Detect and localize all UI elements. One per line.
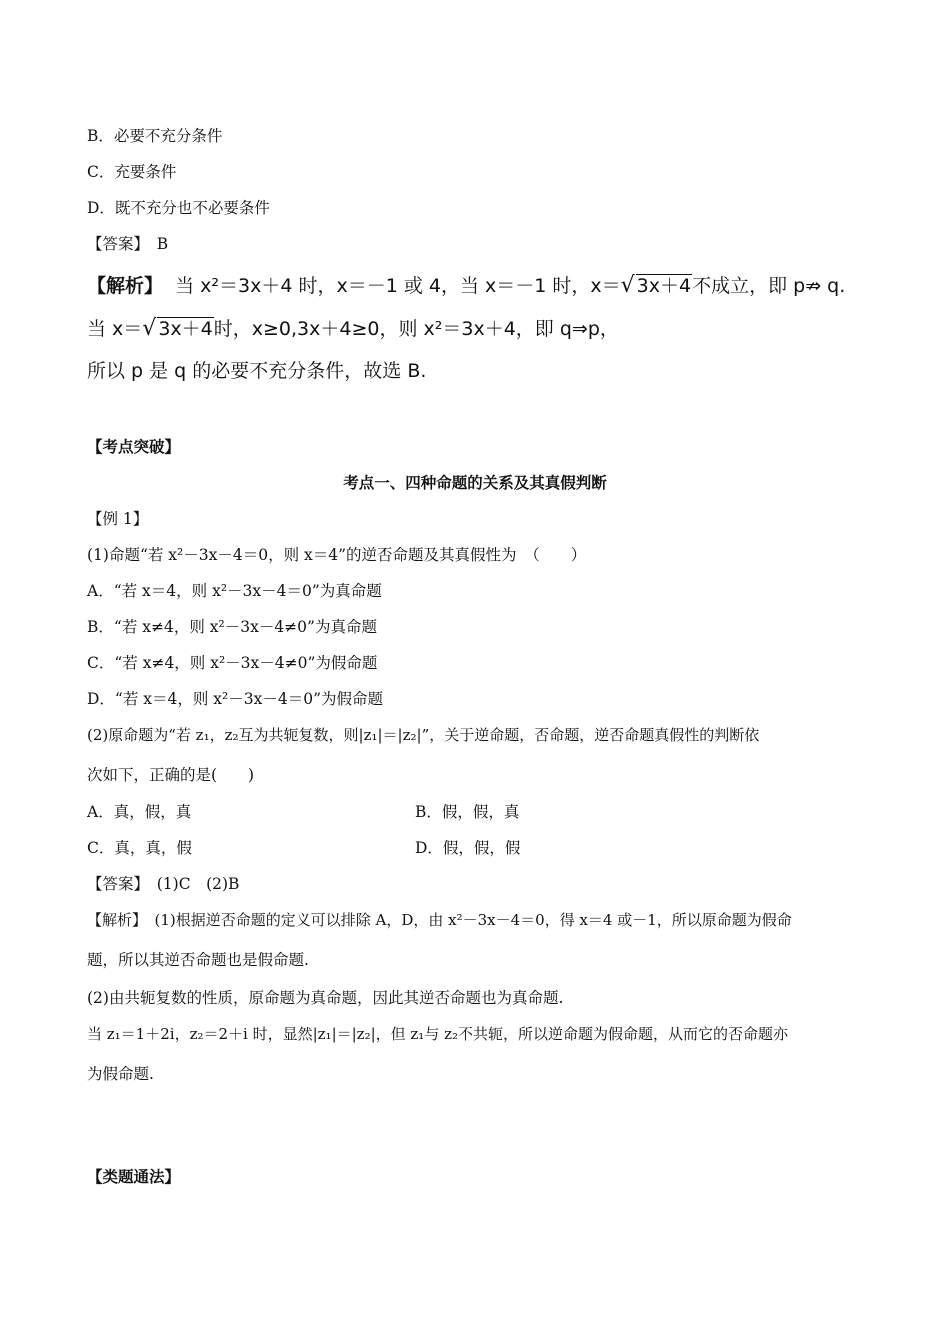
- question-2-line-1: (2)原命题为“若 z₁，z₂互为共轭复数，则|z₁|＝|z₂|”，关于逆命题，否命题，逆否命题真假性的判断依: [87, 726, 760, 744]
- example-analysis-line-3: (2)由共轭复数的性质，原命题为真命题，因此其逆否命题也为真命题.: [87, 989, 564, 1007]
- example-analysis-line-1: 【解析】 (1)根据逆否命题的定义可以排除 A，D，由 x²－3x－4＝0，得 x＝4 或－1，所以原命题为假命: [87, 911, 792, 929]
- analysis-text-1a: 当 x²＝3x＋4 时，x＝－1 或 4，当 x＝－1 时，x＝: [175, 275, 621, 297]
- question-2-option-a: A．真，假，真: [87, 803, 192, 821]
- question-2-line-2: 次如下，正确的是( ): [87, 766, 255, 784]
- sqrt-expression: 3x＋4: [158, 318, 213, 340]
- analysis-line-1: [87, 273, 845, 299]
- question-1-option-c: C．“若 x≠4，则 x²－3x－4≠0”为假命题: [87, 654, 378, 672]
- analysis-line-2: [87, 316, 619, 342]
- sqrt-icon: √: [620, 273, 635, 298]
- example-answer: 【答案】 (1)C (2)B: [87, 875, 240, 893]
- section-heading: 【考点突破】: [87, 438, 181, 456]
- answer-line: 【答案】 B: [87, 235, 169, 253]
- sqrt-icon: √: [142, 316, 157, 341]
- example-label: 【例 1】: [87, 510, 149, 528]
- example-analysis-line-5: 为假命题.: [87, 1065, 154, 1083]
- analysis-label: 【解析】: [87, 275, 164, 297]
- example-analysis-line-4: 当 z₁＝1＋2i，z₂＝2＋i 时，显然|z₁|＝|z₂|，但 z₁与 z₂不共轭，所以逆命题为假命题，从而它的否命题亦: [87, 1025, 789, 1043]
- question-2-option-c: C．真，真，假: [87, 839, 192, 857]
- analysis-line-3: 所以 p 是 q 的必要不充分条件，故选 B.: [87, 360, 427, 382]
- analysis-text-2a: 当 x＝: [87, 318, 143, 340]
- example-analysis-line-2: 题，所以其逆否命题也是假命题.: [87, 951, 309, 969]
- question-2-option-d: D．假，假，假: [415, 839, 521, 857]
- option-c: C．充要条件: [87, 163, 177, 181]
- question-1: (1)命题“若 x²－3x－4＝0，则 x＝4”的逆否命题及其真假性为 （ ）: [87, 546, 587, 564]
- question-1-option-b: B．“若 x≠4，则 x²－3x－4≠0”为真命题: [87, 618, 377, 636]
- option-b: B．必要不充分条件: [87, 127, 223, 145]
- question-1-option-a: A．“若 x＝4，则 x²－3x－4＝0”为真命题: [87, 582, 382, 600]
- analysis-text-1b: 不成立，即 p⇏ q.: [692, 275, 846, 297]
- topic-title: 考点一、四种命题的关系及其真假判断: [343, 474, 607, 492]
- sqrt-expression: 3x＋4: [636, 275, 692, 297]
- option-d: D．既不充分也不必要条件: [87, 199, 270, 217]
- footer-heading: 【类题通法】: [87, 1168, 181, 1186]
- analysis-text-2b: 时，x≥0,3x＋4≥0，则 x²＝3x＋4，即 q⇒p，: [213, 318, 619, 340]
- question-2-option-b: B．假，假，真: [415, 803, 520, 821]
- question-1-option-d: D．“若 x＝4，则 x²－3x－4＝0”为假命题: [87, 690, 384, 708]
